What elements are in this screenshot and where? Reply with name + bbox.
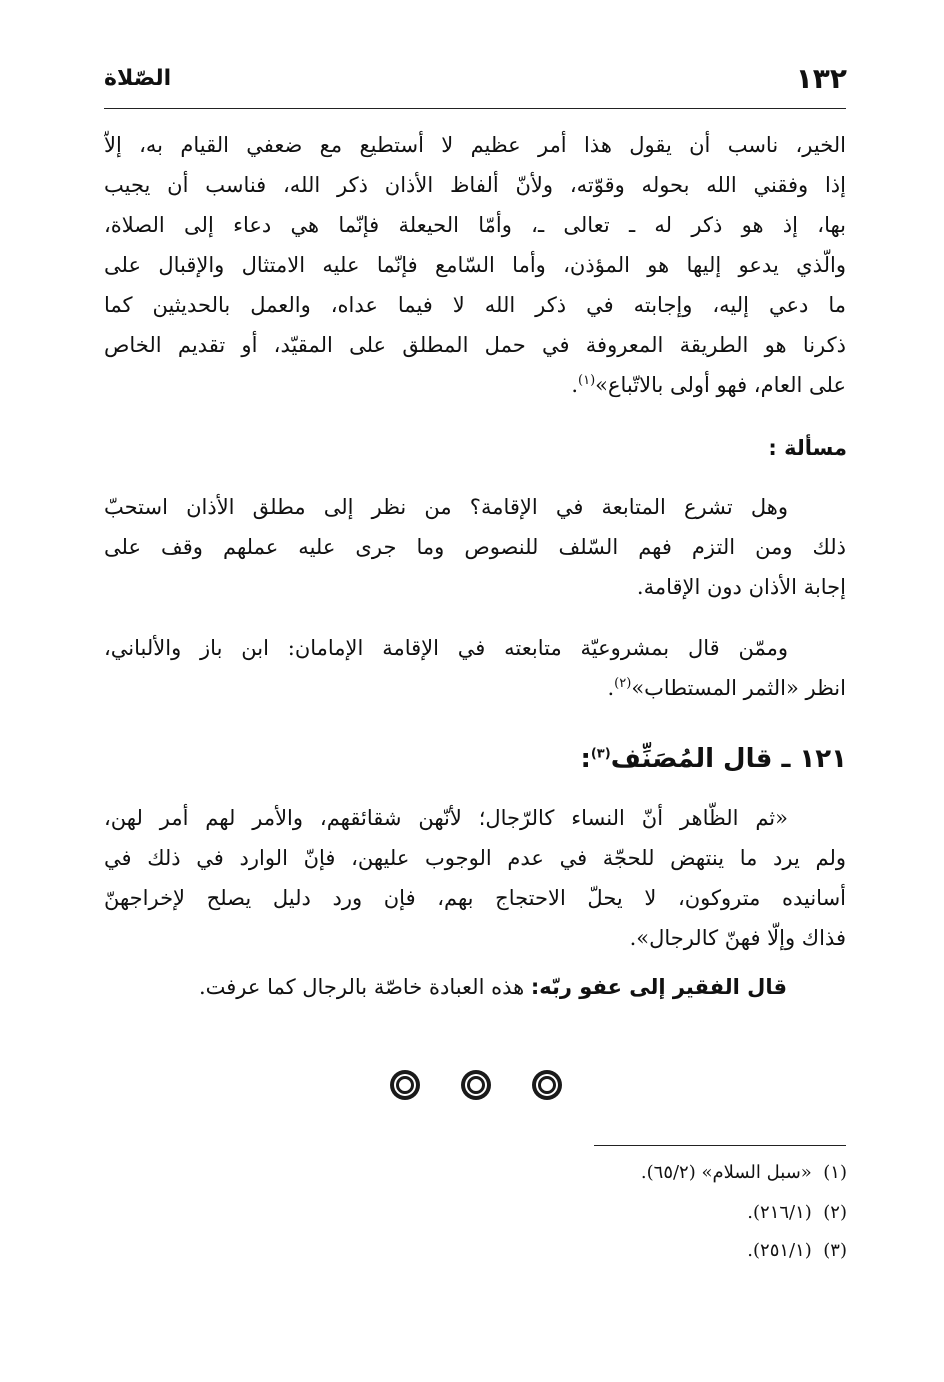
text-line: وهل تشرع المتابعة في الإقامة؟ من نظر إلى مطلق الأذان استحبّ bbox=[104, 495, 788, 519]
section-divider-ornaments bbox=[390, 1068, 562, 1102]
punctuation: : bbox=[580, 744, 591, 774]
section-heading bbox=[580, 744, 847, 774]
footnote bbox=[747, 1240, 847, 1261]
paragraph-scholars bbox=[104, 628, 846, 708]
section-title: ١٢١ ـ قال المُصَنِّف bbox=[610, 744, 847, 774]
footnote bbox=[747, 1202, 847, 1223]
footnote-text: (٢١٦/١). bbox=[747, 1202, 812, 1223]
running-title: الصّلاة bbox=[104, 66, 172, 91]
text-line: إذا وفقني الله بحوله وقوّته، ولأنّ ألفاظ الأذان ذكر الله، فناسب أن يجيب bbox=[104, 173, 846, 197]
footnote-ref: (١) bbox=[578, 373, 596, 388]
footnote-ref: (٣) bbox=[590, 746, 611, 762]
text-line: ما دعي إليه، وإجابته في ذكر الله لا فيما عداه، والعمل بالحديثين كما bbox=[104, 293, 846, 317]
page-number: ١٣٢ bbox=[795, 62, 847, 95]
punctuation: . bbox=[607, 676, 615, 700]
text-line: الخير، ناسب أن يقول هذا أمر عظيم لا أستطيع مع ضعفي القيام به، إلاّ bbox=[104, 133, 846, 157]
floral-ornament-icon bbox=[461, 1070, 491, 1100]
text-line: ذكرنا هو الطريقة المعروفة في حمل المطلق على المقيّد، أو تقديم الخاص bbox=[104, 333, 846, 357]
footnote-ref: (٢) bbox=[614, 676, 632, 691]
footnote-rule bbox=[594, 1145, 846, 1146]
footnote-text: «سبل السلام» (٦٥/٢). bbox=[640, 1162, 812, 1183]
text-line: أسانيده متروكون، لا يحلّ الاحتجاج بهم، فإن ورد دليل يصلح لإخراجهنّ bbox=[104, 886, 846, 910]
text-line: بها، إذ هو ذكر له ـ تعالى ـ، وأمّا الحيعلة فإنّما هي دعاء إلى الصلاة، bbox=[104, 213, 846, 237]
floral-ornament-icon bbox=[532, 1070, 562, 1100]
header-rule bbox=[104, 108, 846, 109]
text-segment: على العام، فهو أولى بالاتّباع» bbox=[595, 373, 846, 397]
paragraph-continuation bbox=[104, 125, 846, 405]
footnote-number: (١) bbox=[823, 1162, 847, 1183]
punctuation: . bbox=[571, 373, 578, 397]
paragraph-issue bbox=[104, 487, 846, 607]
footnote bbox=[641, 1162, 847, 1183]
text-line: وممّن قال بمشروعيّة متابعته في الإقامة الإمامان: ابن باز والألباني، bbox=[104, 636, 788, 660]
commentary-label: قال الفقير إلى عفو ربّه: bbox=[530, 975, 787, 999]
issue-heading: مسألة : bbox=[768, 436, 847, 460]
footnote-number: (٢) bbox=[823, 1202, 847, 1223]
text-segment: انظر «الثمر المستطاب» bbox=[631, 676, 846, 700]
commentary-line bbox=[199, 975, 787, 999]
text-line: «ثم الظّاهر أنّ النساء كالرّجال؛ لأنّهن شقائقهم، والأمر لهم أمر لهن، bbox=[104, 806, 788, 830]
commentary-text: هذه العبادة خاصّة بالرجال كما عرفت. bbox=[198, 975, 531, 999]
text-line bbox=[104, 365, 846, 405]
text-line: إجابة الأذان دون الإقامة. bbox=[636, 575, 846, 599]
text-line: فذاك وإلّا فهنّ كالرجال». bbox=[629, 926, 846, 950]
text-line bbox=[104, 668, 846, 708]
footnote-text: (٢٥١/١). bbox=[747, 1240, 812, 1261]
text-line: والّذي يدعو إليها هو المؤذن، وأما السّامع فإنّما عليه الامتثال والإقبال على bbox=[104, 253, 846, 277]
text-line: ولم يرد ما ينتهض للحجّة في عدم الوجوب عليهن، فإنّ الوارد في ذلك في bbox=[104, 846, 846, 870]
floral-ornament-icon bbox=[390, 1070, 420, 1100]
footnote-number: (٣) bbox=[823, 1240, 847, 1261]
text-line: ذلك ومن التزم فهم السّلف للنصوص وما جرى عليه عملهم وقف على bbox=[104, 535, 846, 559]
author-quote bbox=[104, 798, 846, 958]
